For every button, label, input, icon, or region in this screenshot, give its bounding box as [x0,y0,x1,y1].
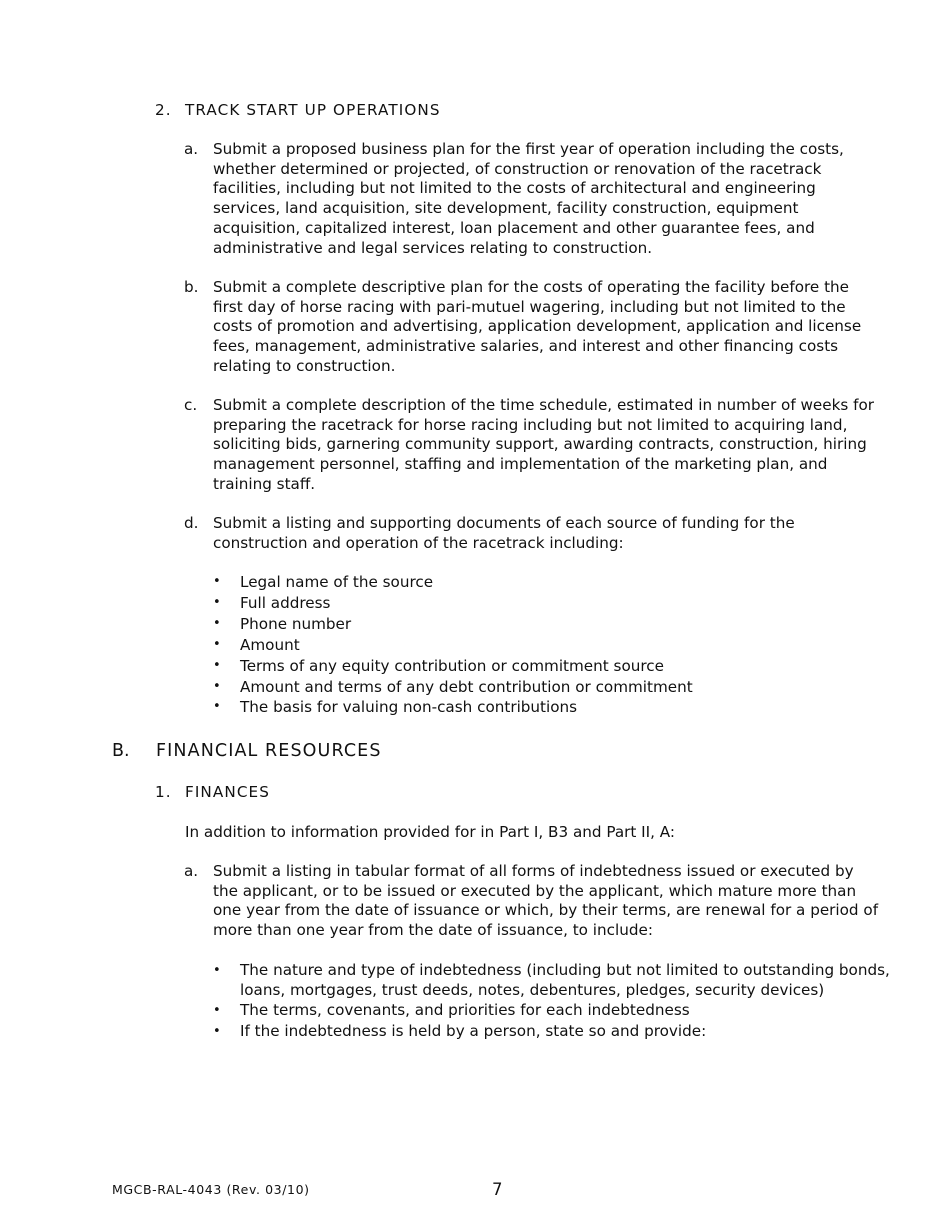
list-item: • Amount [213,635,893,656]
list-item: • The terms, covenants, and priorities for each indebtedness [213,1000,893,1021]
list-marker: b. [184,278,199,296]
list-item: • The basis for valuing non-cash contributions [213,697,893,718]
intro-text: In addition to information provided for in Part I, B3 and Part II, A: [185,823,676,841]
list-item: • Terms of any equity contribution or commitment source [213,656,893,677]
list-marker: a. [184,140,199,158]
list-item-text: Submit a listing and supporting documents of each source of funding for the construction and operation of the racetrack including: [213,514,795,552]
list-item-text: Submit a complete description of the time schedule, estimated in number of weeks for preparing the racetrack for horse racing including but not limited to acquiring land, soliciting bids, garnering community support, awarding contracts, construction, hiring management personnel, staffing and implementation of the marketing plan, and training staff. [213,396,875,493]
list-item-text: Submit a proposed business plan for the first year of operation including the costs, whether determined or projected, of construction or renovation of the racetrack facilities, including but not limited to the costs of architectural and engineering services, land acquisition, site development, facility construction, equipment acquisition, capitalized interest, loan placement and other guarantee fees, and administrative and legal services relating to construction. [213,140,844,257]
subsection-number: 1. [155,783,172,801]
section-letter: B. [112,741,130,761]
list-marker: d. [184,514,199,532]
list-item-text: Submit a listing in tabular format of all forms of indebtedness issued or executed by the applicant, or to be issued or executed by the applicant, which mature more than one year from the date of issuance or which, by their terms, are renewal for a period of more than one year from the date of issuance, to include: [213,862,879,940]
list-item-text: Submit a complete descriptive plan for the costs of operating the facility before the first day of horse racing with pari-mutuel wagering, including but not limited to the costs of promotion and advertising, application development, application and license fees, management, administrative salaries, and interest and other financing costs relating to construction. [213,278,862,375]
list-marker: a. [184,862,199,880]
indebtedness-bullet-list [213,961,893,1042]
list-item: • Full address [213,593,893,614]
funding-bullet-list [213,572,893,718]
list-item: • The nature and type of indebtedness (including but not limited to outstanding bonds, loans, mortgages, trust deeds, notes, debentures, pledges, security devices) [213,961,893,1000]
list-item: • Phone number [213,614,893,635]
section-title: FINANCIAL RESOURCES [156,741,382,761]
subsection-title: FINANCES [185,783,270,801]
list-marker: c. [184,396,198,414]
page-number: 7 [492,1180,503,1199]
list-item: • Amount and terms of any debt contribution or commitment [213,677,893,698]
form-code: MGCB-RAL-4043 (Rev. 03/10) [112,1182,310,1197]
section-title: TRACK START UP OPERATIONS [185,101,441,119]
list-item: • If the indebtedness is held by a person, state so and provide: [213,1021,893,1042]
list-item: • Legal name of the source [213,572,893,593]
section-number: 2. [155,101,172,119]
